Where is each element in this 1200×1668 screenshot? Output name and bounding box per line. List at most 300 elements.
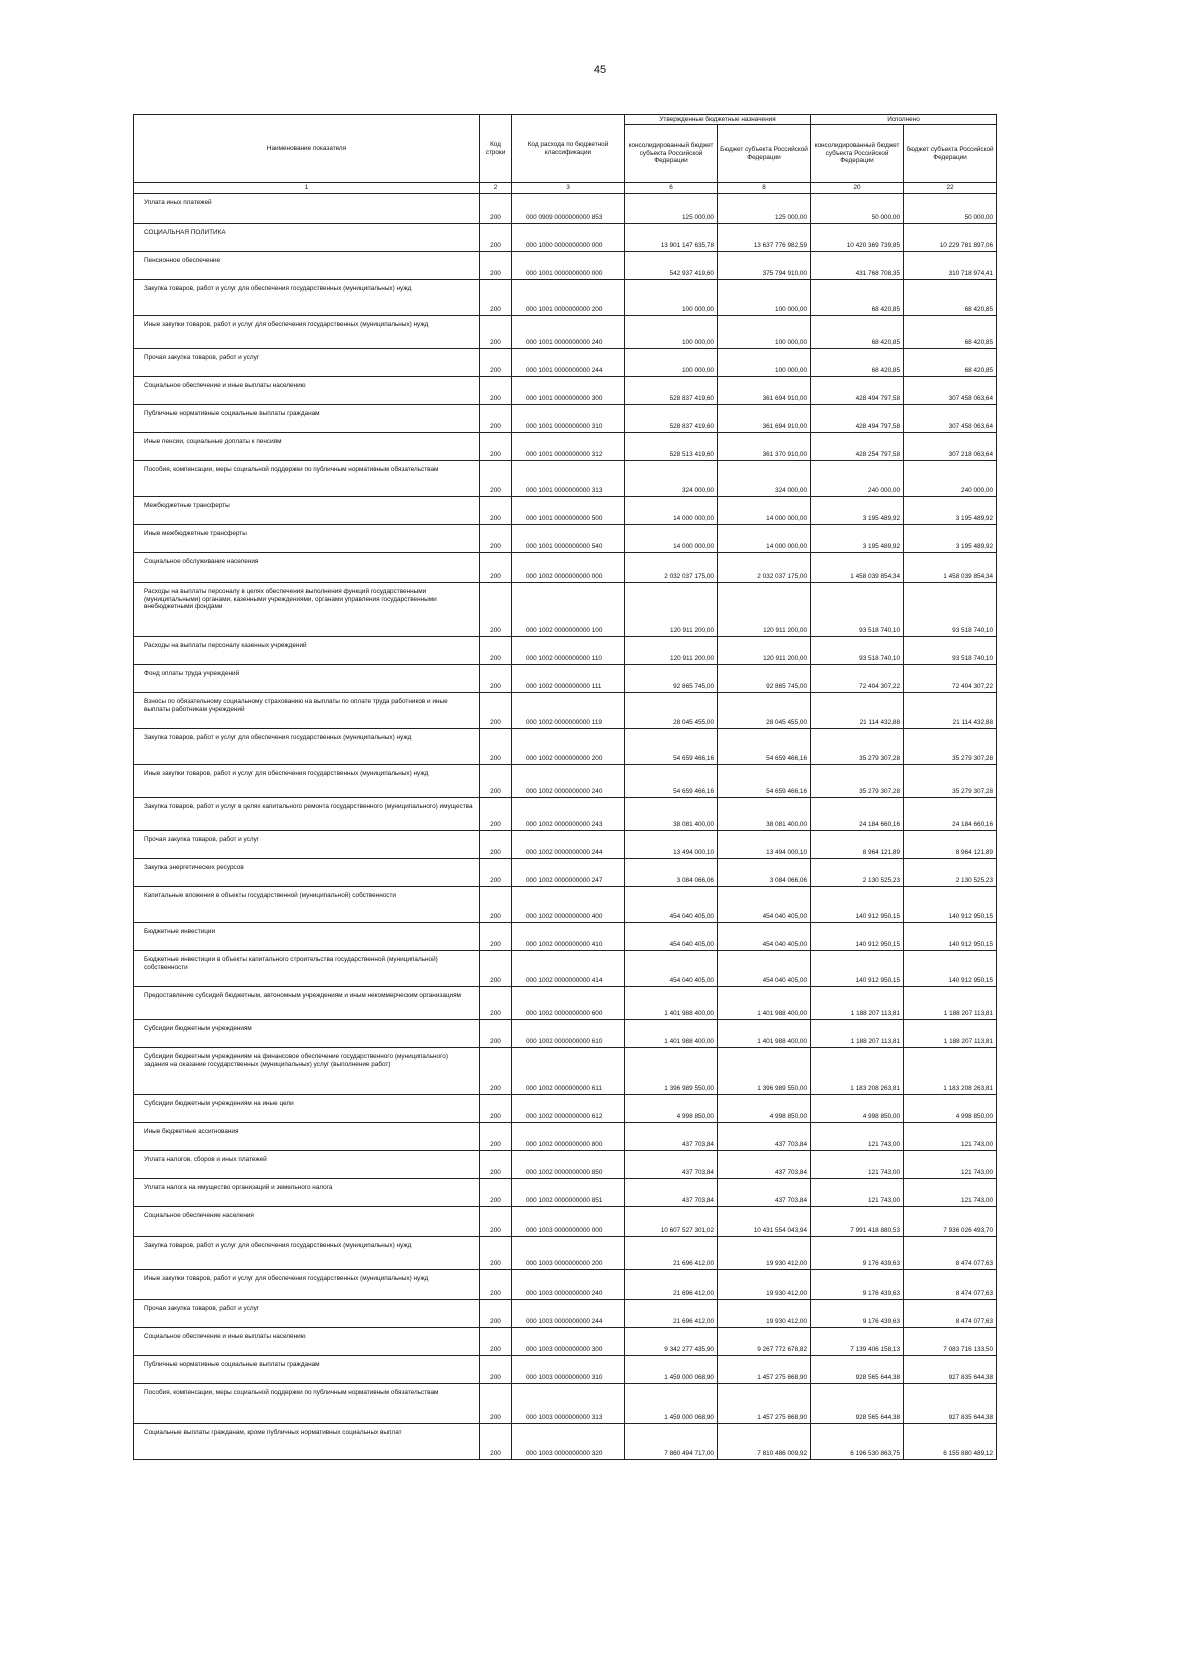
row-name: Иные бюджетные ассигнования (134, 1123, 480, 1151)
table-row (134, 525, 997, 553)
row-code: 200 (480, 497, 512, 525)
table-row (134, 1151, 997, 1179)
row-classification: 000 1001 0000000000 240 (512, 316, 625, 349)
row-code: 200 (480, 887, 512, 923)
row-executed-consolidated: 93 518 740,10 (811, 583, 904, 637)
row-executed-subject: 35 279 307,28 (904, 729, 997, 765)
row-executed-consolidated: 4 998 850,00 (811, 1095, 904, 1123)
row-classification: 000 1002 0000000000 111 (512, 665, 625, 693)
row-name: Субсидии бюджетным учреждениям на иные цели (134, 1095, 480, 1123)
row-approved-consolidated: 125 000,00 (625, 194, 718, 224)
row-approved-consolidated: 21 696 412,00 (625, 1300, 718, 1328)
row-classification: 000 1002 0000000000 247 (512, 859, 625, 887)
row-approved-consolidated: 1 396 989 550,00 (625, 1048, 718, 1095)
row-executed-consolidated: 8 964 121,89 (811, 831, 904, 859)
row-approved-consolidated: 38 081 400,00 (625, 798, 718, 831)
row-code: 200 (480, 1151, 512, 1179)
row-approved-consolidated: 21 696 412,00 (625, 1270, 718, 1300)
row-executed-subject: 7 083 716 133,50 (904, 1328, 997, 1356)
row-approved-subject: 437 703,84 (718, 1179, 811, 1207)
row-executed-subject: 72 404 307,22 (904, 665, 997, 693)
row-approved-subject: 54 659 466,16 (718, 729, 811, 765)
row-executed-subject: 927 835 644,38 (904, 1384, 997, 1424)
row-approved-consolidated: 14 000 000,00 (625, 497, 718, 525)
row-approved-consolidated: 542 937 419,60 (625, 252, 718, 280)
row-executed-subject: 68 420,85 (904, 349, 997, 377)
row-executed-subject: 310 718 974,41 (904, 252, 997, 280)
row-name: Предоставление субсидий бюджетным, автономным учреждениям и иным некоммерческим организациям (134, 987, 480, 1020)
row-executed-consolidated: 3 195 489,92 (811, 525, 904, 553)
row-name: Публичные нормативные социальные выплаты гражданам (134, 405, 480, 433)
row-code: 200 (480, 553, 512, 583)
row-executed-consolidated: 1 458 039 854,34 (811, 553, 904, 583)
row-classification: 000 1002 0000000000 850 (512, 1151, 625, 1179)
row-classification: 000 0909 0000000000 853 (512, 194, 625, 224)
row-executed-consolidated: 121 743,00 (811, 1179, 904, 1207)
row-name: Закупка энергетических ресурсов (134, 859, 480, 887)
row-approved-consolidated: 528 837 419,60 (625, 377, 718, 405)
row-executed-subject: 8 474 077,63 (904, 1237, 997, 1270)
row-code: 200 (480, 923, 512, 951)
row-approved-subject: 120 911 200,00 (718, 637, 811, 665)
row-name: Социальное обеспечение и иные выплаты населению (134, 377, 480, 405)
row-executed-consolidated: 3 195 489,92 (811, 497, 904, 525)
row-executed-subject: 7 936 026 493,70 (904, 1207, 997, 1237)
row-code: 200 (480, 405, 512, 433)
row-classification: 000 1001 0000000000 500 (512, 497, 625, 525)
row-code: 200 (480, 765, 512, 798)
row-approved-consolidated: 120 911 200,00 (625, 637, 718, 665)
row-executed-consolidated: 121 743,00 (811, 1151, 904, 1179)
header-num: 1 (134, 183, 480, 194)
row-executed-subject: 2 130 525,23 (904, 859, 997, 887)
row-classification: 000 1001 0000000000 244 (512, 349, 625, 377)
table-row (134, 377, 997, 405)
table-row (134, 987, 997, 1020)
row-classification: 000 1002 0000000000 100 (512, 583, 625, 637)
row-executed-consolidated: 121 743,00 (811, 1123, 904, 1151)
row-approved-consolidated: 13 494 000,10 (625, 831, 718, 859)
row-executed-subject: 24 184 660,16 (904, 798, 997, 831)
row-approved-consolidated: 454 040 405,00 (625, 887, 718, 923)
row-approved-subject: 100 000,00 (718, 280, 811, 316)
row-executed-consolidated: 72 404 307,22 (811, 665, 904, 693)
header-subject-executed: бюджет субъекта Российской Федерации (904, 125, 997, 183)
row-approved-subject: 1 457 275 668,90 (718, 1384, 811, 1424)
row-executed-subject: 4 998 850,00 (904, 1095, 997, 1123)
row-approved-consolidated: 437 703,84 (625, 1151, 718, 1179)
row-approved-consolidated: 120 911 200,00 (625, 583, 718, 637)
row-approved-subject: 437 703,84 (718, 1123, 811, 1151)
row-name: Бюджетные инвестиции в объекты капитального строительства государственной (муниципальной) собственности (134, 951, 480, 987)
row-executed-consolidated: 9 176 439,63 (811, 1270, 904, 1300)
table-row (134, 831, 997, 859)
row-approved-subject: 54 659 466,16 (718, 765, 811, 798)
row-name: Пособия, компенсации, меры социальной поддержки по публичным нормативным обязательствам (134, 461, 480, 497)
row-executed-subject: 1 458 039 854,34 (904, 553, 997, 583)
row-classification: 000 1001 0000000000 313 (512, 461, 625, 497)
row-name: Закупка товаров, работ и услуг для обеспечения государственных (муниципальных) нужд (134, 280, 480, 316)
row-name: Иные пенсии, социальные доплаты к пенсиям (134, 433, 480, 461)
row-classification: 000 1002 0000000000 110 (512, 637, 625, 665)
row-approved-consolidated: 9 342 277 435,90 (625, 1328, 718, 1356)
row-approved-subject: 454 040 405,00 (718, 887, 811, 923)
row-code: 200 (480, 1048, 512, 1095)
row-approved-subject: 19 930 412,00 (718, 1270, 811, 1300)
row-approved-subject: 7 810 486 009,92 (718, 1424, 811, 1460)
row-classification: 000 1003 0000000000 300 (512, 1328, 625, 1356)
row-approved-consolidated: 100 000,00 (625, 349, 718, 377)
row-approved-subject: 361 370 910,00 (718, 433, 811, 461)
row-executed-consolidated: 68 420,85 (811, 280, 904, 316)
row-executed-consolidated: 21 114 432,88 (811, 693, 904, 729)
row-executed-consolidated: 6 196 530 863,75 (811, 1424, 904, 1460)
row-classification: 000 1001 0000000000 200 (512, 280, 625, 316)
row-code: 200 (480, 665, 512, 693)
row-approved-consolidated: 1 459 000 068,90 (625, 1356, 718, 1384)
table-row (134, 887, 997, 923)
row-executed-subject: 307 218 063,64 (904, 433, 997, 461)
row-approved-consolidated: 3 084 066,06 (625, 859, 718, 887)
table-header (134, 115, 997, 194)
row-approved-consolidated: 28 045 455,00 (625, 693, 718, 729)
row-approved-subject: 13 494 000,10 (718, 831, 811, 859)
row-executed-subject: 6 155 880 489,12 (904, 1424, 997, 1460)
row-code: 200 (480, 637, 512, 665)
row-name: Расходы на выплаты персоналу в целях обеспечения выполнения функций государственными (муниципальными) органами, казенными учреждениями, органами управления государственными внебюджетными фондами (134, 583, 480, 637)
row-name: Уплата налога на имущество организаций и земельного налога (134, 1179, 480, 1207)
table-row (134, 1328, 997, 1356)
row-executed-consolidated: 928 565 644,38 (811, 1384, 904, 1424)
row-code: 200 (480, 377, 512, 405)
header-num: 3 (512, 183, 625, 194)
row-executed-consolidated: 1 188 207 113,81 (811, 1020, 904, 1048)
row-executed-subject: 307 458 063,64 (904, 377, 997, 405)
row-executed-consolidated: 68 420,85 (811, 349, 904, 377)
row-name: Закупка товаров, работ и услуг для обеспечения государственных (муниципальных) нужд (134, 729, 480, 765)
row-code: 200 (480, 859, 512, 887)
row-name: Пенсионное обеспечение (134, 252, 480, 280)
table-row (134, 553, 997, 583)
header-num: 8 (718, 183, 811, 194)
row-classification: 000 1002 0000000000 414 (512, 951, 625, 987)
row-executed-subject: 307 458 063,64 (904, 405, 997, 433)
row-classification: 000 1002 0000000000 400 (512, 887, 625, 923)
row-approved-subject: 14 000 000,00 (718, 497, 811, 525)
row-code: 200 (480, 433, 512, 461)
row-name: Субсидии бюджетным учреждениям (134, 1020, 480, 1048)
row-classification: 000 1002 0000000000 612 (512, 1095, 625, 1123)
table-row (134, 316, 997, 349)
table-row (134, 349, 997, 377)
row-approved-consolidated: 324 000,00 (625, 461, 718, 497)
budget-table (133, 114, 997, 1460)
row-approved-subject: 1 396 989 550,00 (718, 1048, 811, 1095)
row-classification: 000 1003 0000000000 310 (512, 1356, 625, 1384)
table-row (134, 497, 997, 525)
row-classification: 000 1002 0000000000 200 (512, 729, 625, 765)
row-name: Прочая закупка товаров, работ и услуг (134, 831, 480, 859)
row-approved-subject: 100 000,00 (718, 349, 811, 377)
row-classification: 000 1001 0000000000 540 (512, 525, 625, 553)
table-row (134, 252, 997, 280)
row-name: Закупка товаров, работ и услуг в целях капитального ремонта государственного (муниципального) имущества (134, 798, 480, 831)
table-row (134, 280, 997, 316)
row-code: 200 (480, 349, 512, 377)
row-executed-subject: 3 195 489,92 (904, 497, 997, 525)
row-code: 200 (480, 1424, 512, 1460)
row-executed-consolidated: 35 279 307,28 (811, 765, 904, 798)
row-name: Социальное обслуживание населения (134, 553, 480, 583)
row-code: 200 (480, 525, 512, 553)
row-approved-consolidated: 528 513 419,60 (625, 433, 718, 461)
row-executed-subject: 50 000,00 (904, 194, 997, 224)
row-classification: 000 1001 0000000000 300 (512, 377, 625, 405)
row-code: 200 (480, 798, 512, 831)
table-row (134, 765, 997, 798)
table-row (134, 1384, 997, 1424)
row-approved-subject: 13 637 776 982,59 (718, 224, 811, 252)
row-code: 200 (480, 1328, 512, 1356)
row-executed-consolidated: 10 420 369 739,85 (811, 224, 904, 252)
row-name: Закупка товаров, работ и услуг для обеспечения государственных (муниципальных) нужд (134, 1237, 480, 1270)
row-approved-subject: 1 401 988 400,00 (718, 987, 811, 1020)
row-approved-subject: 361 694 910,00 (718, 377, 811, 405)
row-classification: 000 1003 0000000000 244 (512, 1300, 625, 1328)
row-code: 200 (480, 1384, 512, 1424)
table-row (134, 1237, 997, 1270)
row-name: Иные закупки товаров, работ и услуг для обеспечения государственных (муниципальных) нужд (134, 1270, 480, 1300)
row-approved-subject: 437 703,84 (718, 1151, 811, 1179)
row-executed-consolidated: 1 183 208 263,81 (811, 1048, 904, 1095)
row-executed-subject: 10 229 781 897,06 (904, 224, 997, 252)
table-row (134, 693, 997, 729)
row-name: Социальные выплаты гражданам, кроме публичных нормативных социальных выплат (134, 1424, 480, 1460)
row-classification: 000 1001 0000000000 312 (512, 433, 625, 461)
row-approved-consolidated: 4 998 850,00 (625, 1095, 718, 1123)
row-approved-consolidated: 1 401 988 400,00 (625, 1020, 718, 1048)
row-executed-consolidated: 9 176 439,63 (811, 1300, 904, 1328)
row-classification: 000 1003 0000000000 240 (512, 1270, 625, 1300)
row-executed-consolidated: 2 130 525,23 (811, 859, 904, 887)
row-executed-consolidated: 9 176 439,63 (811, 1237, 904, 1270)
row-classification: 000 1000 0000000000 000 (512, 224, 625, 252)
row-executed-subject: 93 518 740,10 (904, 583, 997, 637)
row-classification: 000 1002 0000000000 119 (512, 693, 625, 729)
row-code: 200 (480, 1237, 512, 1270)
row-code: 200 (480, 252, 512, 280)
row-classification: 000 1002 0000000000 240 (512, 765, 625, 798)
row-classification: 000 1001 0000000000 000 (512, 252, 625, 280)
table-row (134, 729, 997, 765)
row-executed-consolidated: 431 768 708,35 (811, 252, 904, 280)
row-classification: 000 1003 0000000000 320 (512, 1424, 625, 1460)
row-classification: 000 1002 0000000000 410 (512, 923, 625, 951)
row-executed-subject: 140 912 950,15 (904, 887, 997, 923)
row-code: 200 (480, 987, 512, 1020)
row-approved-subject: 1 401 988 400,00 (718, 1020, 811, 1048)
row-code: 200 (480, 1270, 512, 1300)
row-classification: 000 1003 0000000000 313 (512, 1384, 625, 1424)
row-approved-subject: 28 045 455,00 (718, 693, 811, 729)
row-name: Уплата налогов, сборов и иных платежей (134, 1151, 480, 1179)
table-row (134, 1020, 997, 1048)
row-approved-subject: 2 032 037 175,00 (718, 553, 811, 583)
table-row (134, 194, 997, 224)
row-executed-subject: 140 912 950,15 (904, 951, 997, 987)
table-row (134, 665, 997, 693)
header-code: Код строки (480, 115, 512, 183)
row-name: Уплата иных платежей (134, 194, 480, 224)
row-approved-consolidated: 14 000 000,00 (625, 525, 718, 553)
row-approved-consolidated: 454 040 405,00 (625, 951, 718, 987)
row-executed-consolidated: 50 000,00 (811, 194, 904, 224)
row-name: Бюджетные инвестиции (134, 923, 480, 951)
row-code: 200 (480, 1300, 512, 1328)
row-name: Прочая закупка товаров, работ и услуг (134, 1300, 480, 1328)
header-class: Код расхода по бюджетной классификации (512, 115, 625, 183)
row-name: Капитальные вложения в объекты государственной (муниципальной) собственности (134, 887, 480, 923)
row-approved-subject: 125 000,00 (718, 194, 811, 224)
row-classification: 000 1002 0000000000 000 (512, 553, 625, 583)
row-name: Социальное обеспечение и иные выплаты населению (134, 1328, 480, 1356)
header-consolidated-executed: консолидированный бюджет субъекта Российской Федерации (811, 125, 904, 183)
row-code: 200 (480, 1095, 512, 1123)
row-code: 200 (480, 1207, 512, 1237)
row-name: Субсидии бюджетным учреждениям на финансовое обеспечение государственного (муниципального) задания на оказание государственных (муниципальных) услуг (выполнение работ) (134, 1048, 480, 1095)
row-code: 200 (480, 693, 512, 729)
row-code: 200 (480, 461, 512, 497)
table-row (134, 1095, 997, 1123)
row-classification: 000 1002 0000000000 610 (512, 1020, 625, 1048)
row-executed-consolidated: 428 254 797,58 (811, 433, 904, 461)
row-executed-consolidated: 93 518 740,10 (811, 637, 904, 665)
header-num: 2 (480, 183, 512, 194)
row-executed-consolidated: 68 420,85 (811, 316, 904, 349)
row-executed-subject: 68 420,85 (904, 280, 997, 316)
row-approved-consolidated: 528 837 419,60 (625, 405, 718, 433)
row-approved-subject: 19 930 412,00 (718, 1300, 811, 1328)
table-row (134, 1270, 997, 1300)
row-executed-subject: 1 183 208 263,81 (904, 1048, 997, 1095)
row-approved-subject: 19 930 412,00 (718, 1237, 811, 1270)
row-name: Публичные нормативные социальные выплаты гражданам (134, 1356, 480, 1384)
table-row (134, 1123, 997, 1151)
table-row (134, 461, 997, 497)
row-approved-subject: 361 694 910,00 (718, 405, 811, 433)
table-row (134, 224, 997, 252)
header-num: 20 (811, 183, 904, 194)
row-executed-consolidated: 428 494 797,58 (811, 405, 904, 433)
row-approved-subject: 100 000,00 (718, 316, 811, 349)
row-approved-consolidated: 2 032 037 175,00 (625, 553, 718, 583)
row-classification: 000 1001 0000000000 310 (512, 405, 625, 433)
row-code: 200 (480, 831, 512, 859)
table-row (134, 583, 997, 637)
row-executed-consolidated: 428 494 797,58 (811, 377, 904, 405)
row-executed-subject: 21 114 432,88 (904, 693, 997, 729)
row-executed-consolidated: 240 000,00 (811, 461, 904, 497)
row-code: 200 (480, 316, 512, 349)
row-name: Иные закупки товаров, работ и услуг для обеспечения государственных (муниципальных) нужд (134, 765, 480, 798)
row-approved-subject: 38 081 400,00 (718, 798, 811, 831)
row-approved-subject: 3 084 066,06 (718, 859, 811, 887)
row-code: 200 (480, 224, 512, 252)
row-approved-consolidated: 7 860 494 717,00 (625, 1424, 718, 1460)
row-name: Иные закупки товаров, работ и услуг для обеспечения государственных (муниципальных) нужд (134, 316, 480, 349)
row-executed-consolidated: 7 139 406 158,13 (811, 1328, 904, 1356)
row-executed-consolidated: 35 279 307,28 (811, 729, 904, 765)
row-executed-subject: 93 518 740,10 (904, 637, 997, 665)
row-code: 200 (480, 1179, 512, 1207)
row-executed-subject: 8 474 077,63 (904, 1300, 997, 1328)
row-approved-subject: 4 998 850,00 (718, 1095, 811, 1123)
row-executed-subject: 240 000,00 (904, 461, 997, 497)
row-executed-subject: 35 279 307,28 (904, 765, 997, 798)
row-name: Межбюджетные трансферты (134, 497, 480, 525)
row-executed-subject: 8 474 077,63 (904, 1270, 997, 1300)
row-approved-consolidated: 437 703,84 (625, 1123, 718, 1151)
header-consolidated-approved: консолидированный бюджет субъекта Российской Федерации (625, 125, 718, 183)
row-approved-consolidated: 92 865 745,00 (625, 665, 718, 693)
header-group-executed: Исполнено (811, 115, 997, 125)
row-executed-subject: 140 912 950,15 (904, 923, 997, 951)
table-row (134, 1048, 997, 1095)
row-code: 200 (480, 1123, 512, 1151)
row-name: Социальное обеспечение населения (134, 1207, 480, 1237)
row-classification: 000 1002 0000000000 600 (512, 987, 625, 1020)
row-code: 200 (480, 729, 512, 765)
row-classification: 000 1002 0000000000 243 (512, 798, 625, 831)
row-name: Взносы по обязательному социальному страхованию на выплаты по оплате труда работников и иные выплаты работникам учреждений (134, 693, 480, 729)
row-executed-consolidated: 7 991 418 880,53 (811, 1207, 904, 1237)
row-executed-consolidated: 24 184 660,16 (811, 798, 904, 831)
table-row (134, 1179, 997, 1207)
row-approved-consolidated: 10 607 527 301,02 (625, 1207, 718, 1237)
row-approved-consolidated: 454 040 405,00 (625, 923, 718, 951)
header-num: 22 (904, 183, 997, 194)
row-approved-consolidated: 100 000,00 (625, 316, 718, 349)
row-approved-consolidated: 54 659 466,16 (625, 765, 718, 798)
row-name: СОЦИАЛЬНАЯ ПОЛИТИКА (134, 224, 480, 252)
row-executed-subject: 3 195 489,92 (904, 525, 997, 553)
row-classification: 000 1002 0000000000 800 (512, 1123, 625, 1151)
row-executed-consolidated: 140 912 950,15 (811, 923, 904, 951)
row-executed-subject: 927 835 644,38 (904, 1356, 997, 1384)
table-row (134, 637, 997, 665)
page-number: 45 (593, 64, 607, 76)
row-approved-subject: 454 040 405,00 (718, 923, 811, 951)
row-approved-consolidated: 21 696 412,00 (625, 1237, 718, 1270)
row-approved-subject: 1 457 275 668,90 (718, 1356, 811, 1384)
table-row (134, 1207, 997, 1237)
row-approved-consolidated: 13 901 147 635,78 (625, 224, 718, 252)
row-name: Пособия, компенсации, меры социальной поддержки по публичным нормативным обязательствам (134, 1384, 480, 1424)
row-executed-subject: 8 964 121,89 (904, 831, 997, 859)
row-executed-subject: 1 188 207 113,81 (904, 1020, 997, 1048)
row-code: 200 (480, 1356, 512, 1384)
header-name: Наименование показателя (134, 115, 480, 183)
table-row (134, 1300, 997, 1328)
row-approved-subject: 120 911 200,00 (718, 583, 811, 637)
row-executed-subject: 68 420,85 (904, 316, 997, 349)
row-classification: 000 1002 0000000000 611 (512, 1048, 625, 1095)
header-group-approved: Утвержденные бюджетные назначения (625, 115, 811, 125)
row-code: 200 (480, 1020, 512, 1048)
row-executed-consolidated: 928 565 644,38 (811, 1356, 904, 1384)
row-approved-subject: 10 431 554 043,94 (718, 1207, 811, 1237)
row-executed-subject: 1 188 207 113,81 (904, 987, 997, 1020)
